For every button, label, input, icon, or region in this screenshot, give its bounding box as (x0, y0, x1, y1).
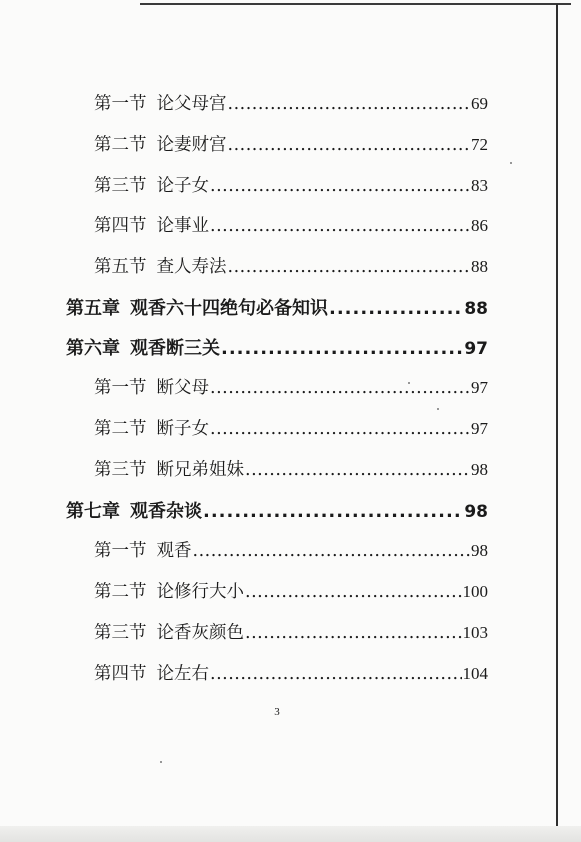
toc-entry-number: 第三节 (94, 176, 147, 196)
toc-entry[interactable] (94, 578, 488, 603)
toc-entry[interactable] (94, 619, 488, 644)
toc-entry[interactable] (94, 90, 488, 115)
dot-leader (228, 257, 471, 277)
toc-chapter-title: 观香杂谈 (130, 501, 202, 522)
toc-entry-title: 断兄弟姐妹 (156, 460, 244, 480)
toc-chapter-page: 97 (464, 339, 488, 359)
toc-entry-page: 83 (471, 176, 488, 195)
scan-speck (510, 162, 512, 164)
toc-entry-title: 断父母 (156, 378, 209, 398)
dot-leader (245, 582, 462, 602)
toc-entry-title: 论子女 (156, 176, 209, 196)
toc-entry-page: 69 (471, 94, 488, 113)
toc-entry-page: 103 (462, 623, 488, 642)
toc-entry-title: 论父母宫 (156, 94, 227, 114)
toc-chapter-page: 88 (464, 299, 488, 319)
toc-chapter-number: 第七章 (66, 501, 120, 522)
toc-entry[interactable] (94, 456, 488, 481)
dot-leader (210, 664, 462, 684)
toc-entry[interactable] (94, 415, 488, 440)
toc-entry-page: 72 (471, 135, 488, 154)
dot-leader (245, 623, 462, 643)
toc-chapter-title: 观香六十四绝句必备知识 (130, 298, 328, 319)
toc-entry-page: 86 (471, 216, 488, 235)
toc-entry-number: 第四节 (94, 216, 147, 236)
toc-entry-page: 100 (462, 582, 488, 601)
toc-entry-title: 查人寿法 (156, 257, 227, 277)
scan-speck (160, 761, 162, 763)
dot-leader (245, 460, 470, 480)
toc-entry-number: 第四节 (94, 664, 147, 684)
toc-entry-title: 论事业 (156, 216, 209, 236)
toc-entry-title: 论左右 (156, 664, 209, 684)
toc-entry-page: 104 (462, 664, 488, 683)
toc-entry[interactable] (94, 374, 488, 399)
toc-entry-number: 第五节 (94, 257, 147, 277)
toc-entry[interactable] (94, 660, 488, 685)
dot-leader (228, 94, 471, 114)
toc-chapter-number: 第六章 (66, 338, 120, 359)
scan-speck (437, 408, 439, 410)
toc-entry[interactable] (94, 253, 488, 278)
toc-entry[interactable] (94, 212, 488, 237)
toc-entry[interactable] (94, 172, 488, 197)
dot-leader (203, 501, 463, 522)
toc-entry-number: 第二节 (94, 419, 147, 439)
toc-entry-number: 第三节 (94, 460, 147, 480)
toc-entry-title: 观香 (156, 541, 192, 561)
toc-entry-title: 论妻财宫 (156, 135, 227, 155)
dot-leader (210, 216, 470, 236)
toc-entry-number: 第二节 (94, 135, 147, 155)
dot-leader (210, 176, 470, 196)
toc-entry-page: 88 (471, 257, 488, 276)
toc-entry-page: 97 (471, 378, 488, 397)
toc-entry[interactable] (94, 537, 488, 562)
toc-entry-page: 97 (471, 419, 488, 438)
dot-leader (329, 298, 463, 319)
dot-leader (193, 541, 471, 561)
toc-entry-title: 论修行大小 (156, 582, 244, 602)
toc-entry-title: 论香灰颜色 (156, 623, 244, 643)
dot-leader (210, 419, 470, 439)
toc-chapter-title: 观香断三关 (130, 338, 220, 359)
toc-entry-title: 断子女 (156, 419, 209, 439)
dot-leader (228, 135, 471, 155)
toc-entry-number: 第三节 (94, 623, 147, 643)
toc-entry-number: 第一节 (94, 378, 147, 398)
toc-entry-page: 98 (471, 541, 488, 560)
toc-entry[interactable] (94, 131, 488, 156)
toc-entry-number: 第一节 (94, 541, 147, 561)
dot-leader (221, 338, 463, 359)
toc-chapter-entry[interactable] (66, 294, 488, 320)
toc-chapter-entry[interactable] (66, 334, 488, 360)
dot-leader (210, 378, 470, 398)
toc-chapter-number: 第五章 (66, 298, 120, 319)
toc-chapter-page: 98 (464, 502, 488, 522)
toc-chapter-entry[interactable] (66, 497, 488, 523)
page-number: 3 (274, 706, 280, 718)
scan-speck (408, 382, 410, 384)
toc-entry-number: 第一节 (94, 94, 147, 114)
toc-entry-number: 第二节 (94, 582, 147, 602)
toc-entry-page: 98 (471, 460, 488, 479)
